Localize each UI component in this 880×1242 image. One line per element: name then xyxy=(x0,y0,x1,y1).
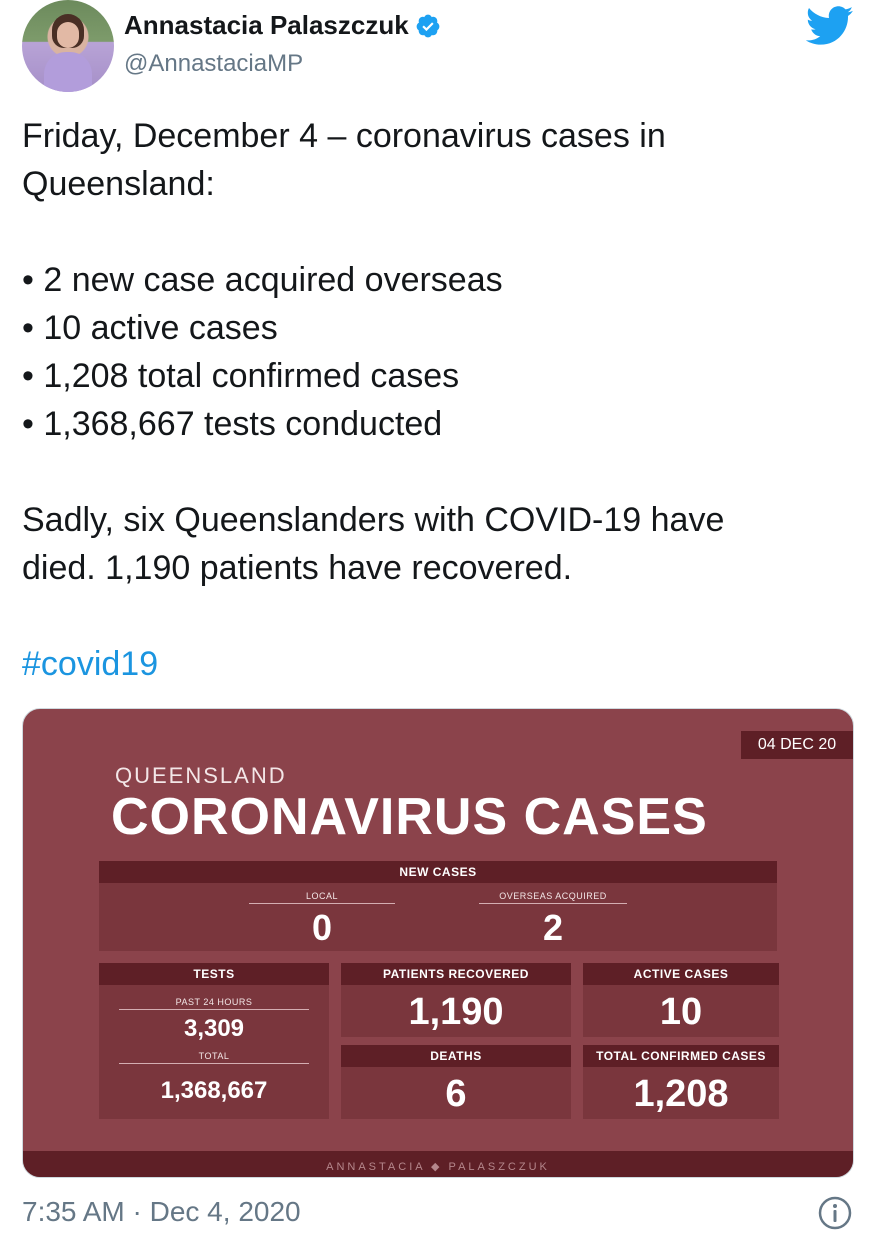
avatar-body-shape xyxy=(44,52,92,92)
local-label: LOCAL xyxy=(305,891,338,901)
deaths-panel xyxy=(341,1045,571,1119)
past24-value: 3,309 xyxy=(183,1015,245,1042)
card-footer-brand: ANNASTACIA ◆ PALASZCZUK xyxy=(326,1161,550,1173)
avatar-face-shape xyxy=(57,22,79,48)
tests-header: TESTS xyxy=(99,963,329,985)
active-header: ACTIVE CASES xyxy=(583,963,779,985)
total-confirmed-value: 1,208 xyxy=(633,1073,729,1115)
date-badge: 04 DEC 20 xyxy=(741,731,853,759)
overseas-divider xyxy=(479,903,627,904)
tweet-bullet: • 10 active cases xyxy=(22,309,278,347)
hashtag-link[interactable]: #covid19 xyxy=(22,645,159,683)
past24-divider xyxy=(119,1009,309,1010)
new-cases-header: NEW CASES xyxy=(99,861,777,883)
card-title: CORONAVIRUS CASES xyxy=(111,788,708,846)
tweet-closing: Sadly, six Queenslanders with COVID-19 have died. 1,190 patients have recovered. xyxy=(22,501,725,587)
total-confirmed-panel xyxy=(583,1045,779,1119)
total-confirmed-header: TOTAL CONFIRMED CASES xyxy=(583,1045,779,1067)
past24-label: PAST 24 HOURS xyxy=(175,997,253,1007)
tests-total-divider xyxy=(119,1063,309,1064)
avatar[interactable] xyxy=(22,0,114,92)
recovered-panel xyxy=(341,963,571,1037)
overseas-value: 2 xyxy=(542,907,564,948)
recovered-value: 1,190 xyxy=(408,991,504,1033)
deaths-header: DEATHS xyxy=(341,1045,571,1067)
deaths-value: 6 xyxy=(445,1073,467,1115)
tests-panel xyxy=(99,963,329,1119)
recovered-header: PATIENTS RECOVERED xyxy=(341,963,571,985)
card-region-label: QUEENSLAND xyxy=(115,763,287,788)
name-row xyxy=(124,10,441,41)
overseas-label: OVERSEAS ACQUIRED xyxy=(499,891,607,901)
active-panel xyxy=(583,963,779,1037)
display-name[interactable]: Annastacia Palaszczuk xyxy=(124,10,409,40)
tweet-body xyxy=(22,112,858,688)
new-cases-panel xyxy=(99,861,777,951)
media-card[interactable] xyxy=(22,708,854,1178)
tweet-timestamp[interactable]: 7:35 AM · Dec 4, 2020 xyxy=(22,1196,301,1227)
tests-total-value: 1,368,667 xyxy=(160,1077,268,1104)
verified-badge-icon xyxy=(415,13,441,39)
tweet-header xyxy=(22,0,858,100)
tests-total-label: TOTAL xyxy=(198,1051,230,1061)
tweet-bullet: • 2 new case acquired overseas xyxy=(22,261,503,299)
tweet-bullet: • 1,368,667 tests conducted xyxy=(22,405,443,443)
active-value: 10 xyxy=(659,991,703,1033)
twitter-bird-icon[interactable] xyxy=(806,6,854,46)
local-value: 0 xyxy=(311,907,333,948)
tweet-bullet: • 1,208 total confirmed cases xyxy=(22,357,460,395)
info-icon[interactable] xyxy=(818,1196,852,1230)
local-divider xyxy=(249,903,395,904)
user-handle[interactable]: @AnnastaciaMP xyxy=(124,50,304,77)
tweet-intro: Friday, December 4 – coronavirus cases in Queensland: xyxy=(22,117,666,203)
